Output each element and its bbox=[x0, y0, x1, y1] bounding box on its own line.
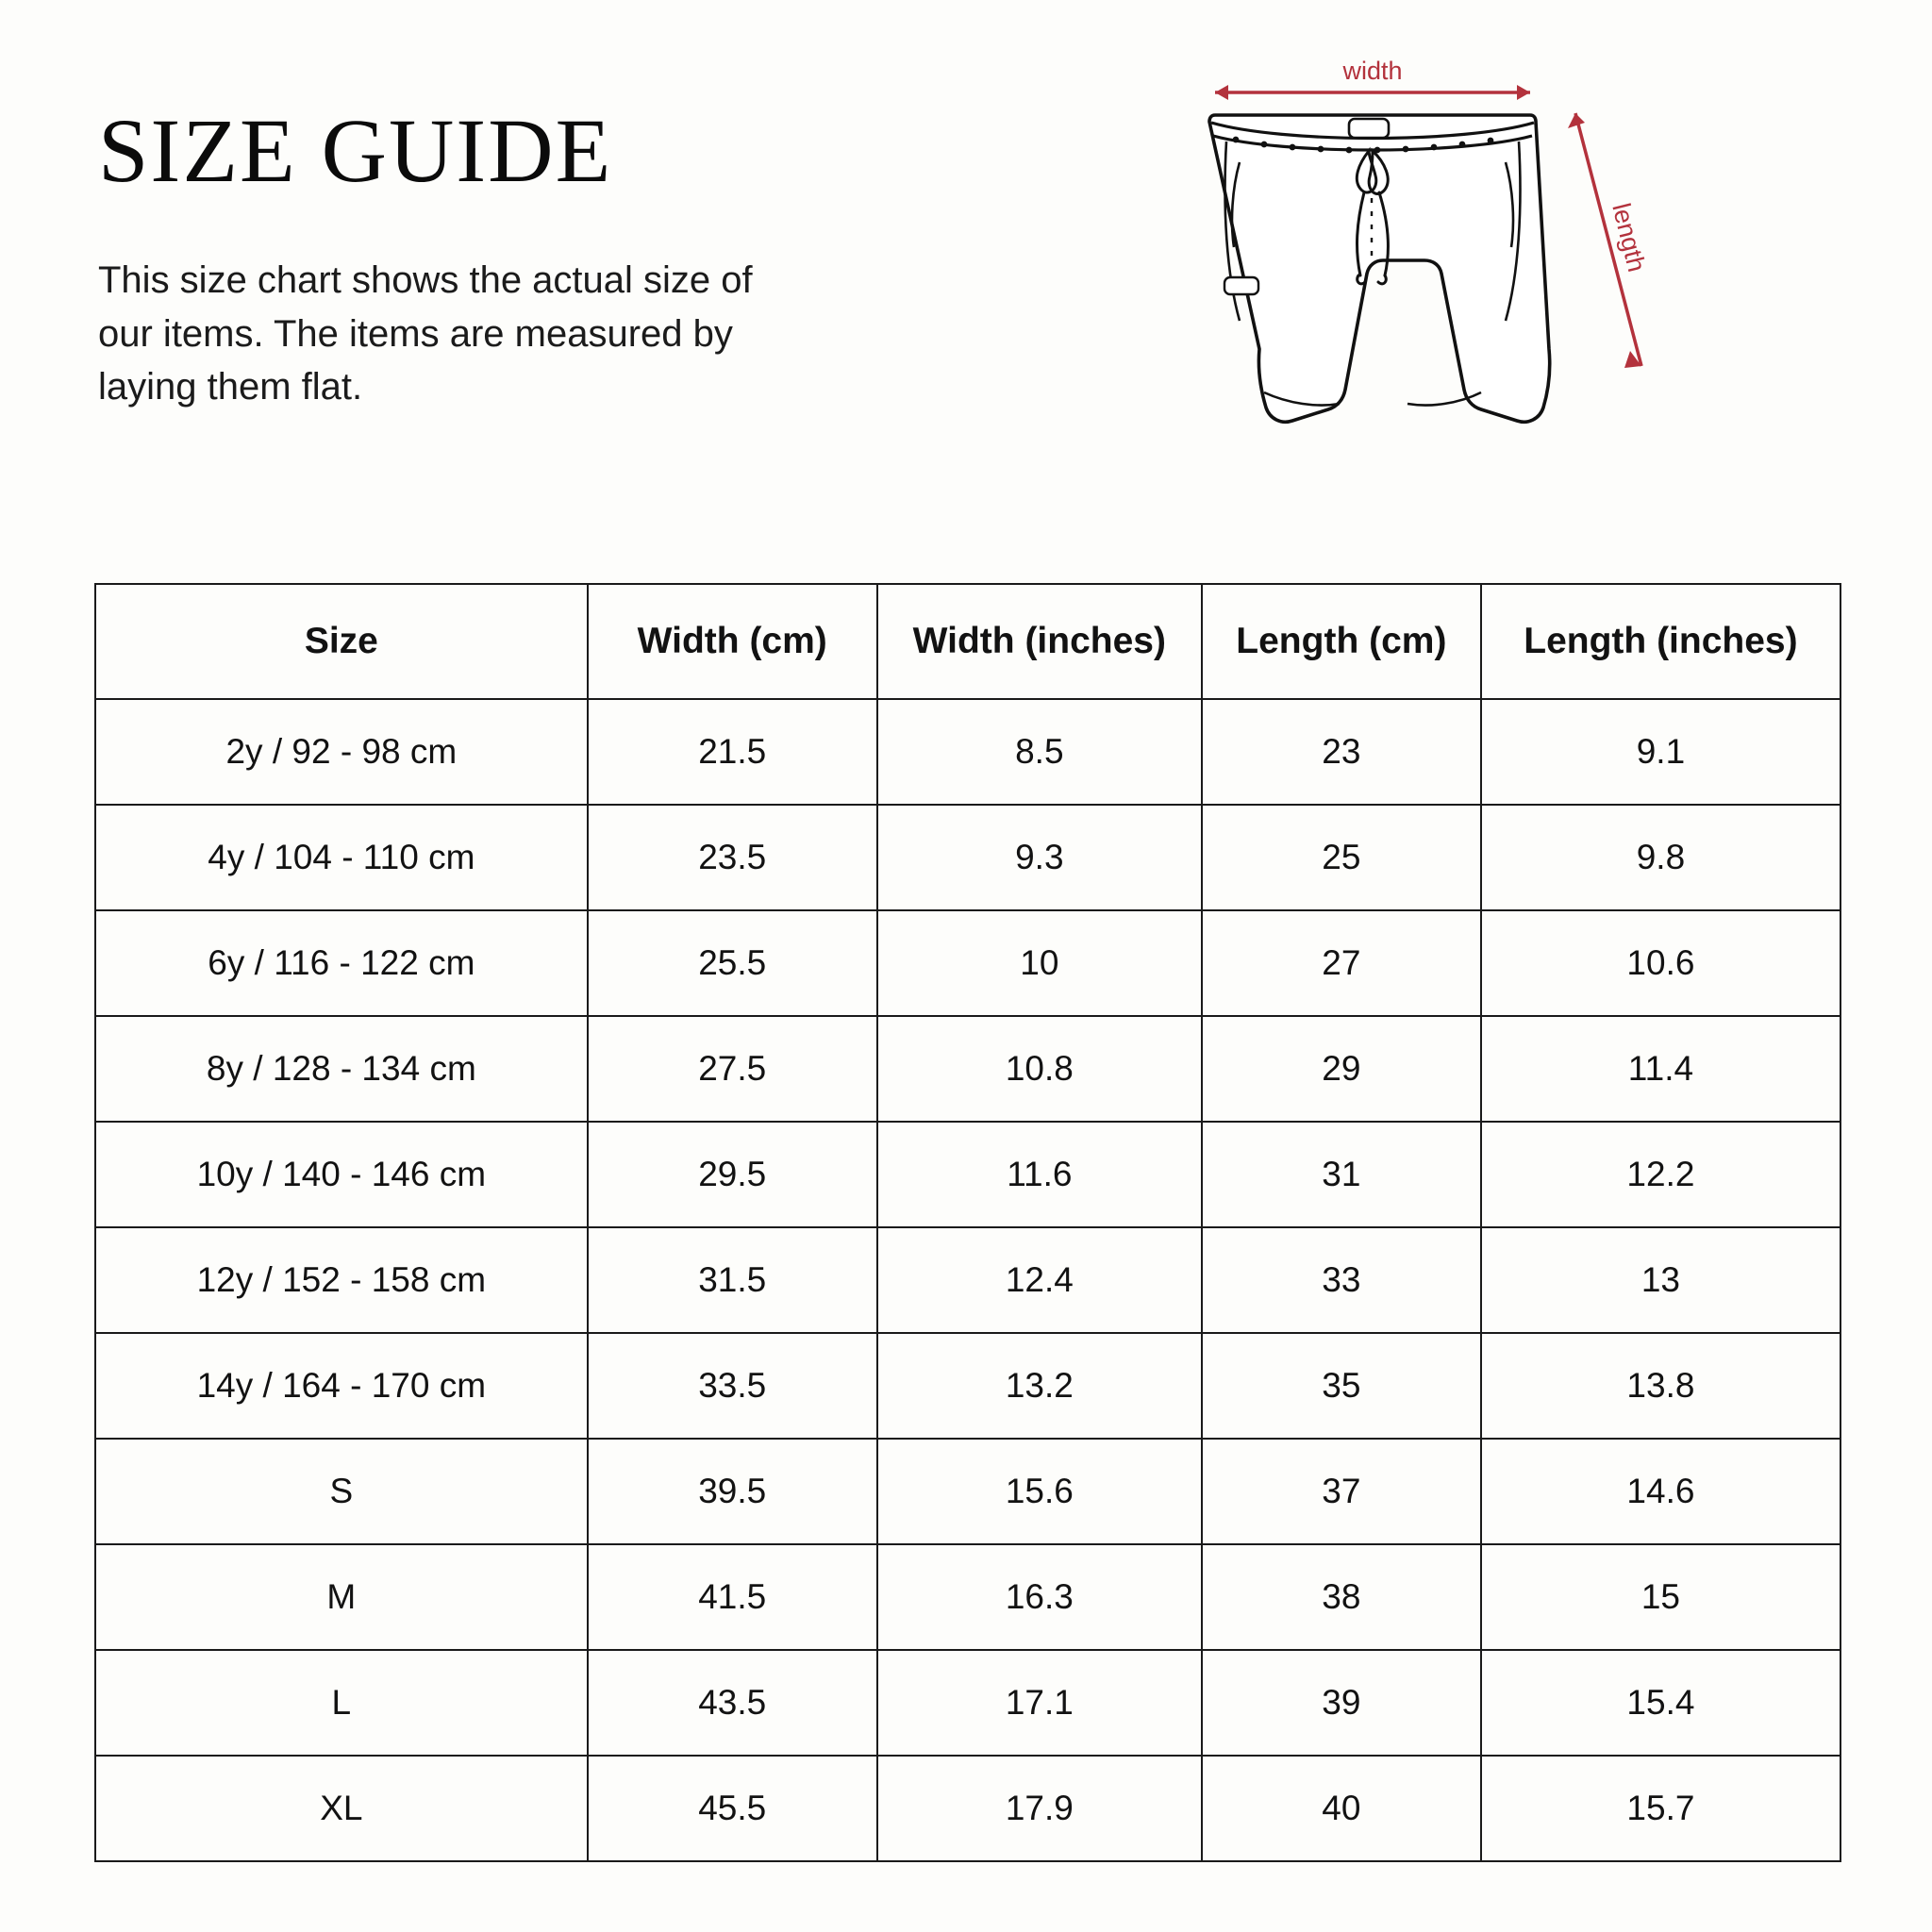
cell-length-inches: 11.4 bbox=[1481, 1016, 1840, 1122]
cell-length-cm: 37 bbox=[1202, 1439, 1481, 1544]
width-label-text: width bbox=[1342, 57, 1403, 85]
cell-size: XL bbox=[95, 1756, 588, 1861]
side-brand-label bbox=[1224, 277, 1258, 294]
cell-width-cm: 39.5 bbox=[588, 1439, 877, 1544]
width-dimension-arrow bbox=[1215, 85, 1530, 100]
cell-size: 6y / 116 - 122 cm bbox=[95, 910, 588, 1016]
cell-width-inches: 12.4 bbox=[877, 1227, 1202, 1333]
table-row bbox=[95, 1439, 1840, 1544]
cell-width-inches: 17.1 bbox=[877, 1650, 1202, 1756]
column-header-length-cm: Length (cm) bbox=[1202, 584, 1481, 699]
table-row bbox=[95, 699, 1840, 805]
table-row bbox=[95, 1333, 1840, 1439]
swim-shorts-illustration bbox=[1198, 38, 1736, 528]
waist-brand-tag bbox=[1349, 119, 1389, 138]
shorts-outline bbox=[1209, 115, 1550, 422]
cell-length-cm: 27 bbox=[1202, 910, 1481, 1016]
cell-length-inches: 15.4 bbox=[1481, 1650, 1840, 1756]
cell-length-cm: 29 bbox=[1202, 1016, 1481, 1122]
cell-size: L bbox=[95, 1650, 588, 1756]
size-table-container bbox=[94, 583, 1841, 1862]
table-row bbox=[95, 1122, 1840, 1227]
cell-length-inches: 9.1 bbox=[1481, 699, 1840, 805]
length-label-text: length bbox=[1607, 200, 1652, 275]
cell-width-inches: 10.8 bbox=[877, 1016, 1202, 1122]
column-header-width-cm: Width (cm) bbox=[588, 584, 877, 699]
cell-width-inches: 17.9 bbox=[877, 1756, 1202, 1861]
column-header-size: Size bbox=[95, 584, 588, 699]
intro-paragraph: This size chart shows the actual size of our items. The items are measured by laying them flat. bbox=[98, 258, 753, 408]
column-header-length-inches: Length (inches) bbox=[1481, 584, 1840, 699]
cell-length-cm: 31 bbox=[1202, 1122, 1481, 1227]
column-header-width-inches: Width (inches) bbox=[877, 584, 1202, 699]
cell-length-inches: 15.7 bbox=[1481, 1756, 1840, 1861]
cell-size: S bbox=[95, 1439, 588, 1544]
cell-length-inches: 13 bbox=[1481, 1227, 1840, 1333]
cell-width-inches: 8.5 bbox=[877, 699, 1202, 805]
header-block bbox=[98, 100, 872, 452]
cell-length-cm: 38 bbox=[1202, 1544, 1481, 1650]
cell-length-cm: 40 bbox=[1202, 1756, 1481, 1861]
page-title: SIZE GUIDE bbox=[98, 100, 613, 201]
cell-size: 8y / 128 - 134 cm bbox=[95, 1016, 588, 1122]
cell-width-cm: 45.5 bbox=[588, 1756, 877, 1861]
cell-length-cm: 33 bbox=[1202, 1227, 1481, 1333]
cell-length-inches: 14.6 bbox=[1481, 1439, 1840, 1544]
cell-size: M bbox=[95, 1544, 588, 1650]
cell-size: 10y / 140 - 146 cm bbox=[95, 1122, 588, 1227]
table-row bbox=[95, 1756, 1840, 1861]
cell-length-cm: 23 bbox=[1202, 699, 1481, 805]
cell-size: 14y / 164 - 170 cm bbox=[95, 1333, 588, 1439]
cell-length-cm: 25 bbox=[1202, 805, 1481, 910]
cell-length-inches: 12.2 bbox=[1481, 1122, 1840, 1227]
table-row bbox=[95, 1650, 1840, 1756]
table-row bbox=[95, 910, 1840, 1016]
cell-length-inches: 10.6 bbox=[1481, 910, 1840, 1016]
cell-length-inches: 9.8 bbox=[1481, 805, 1840, 910]
cell-width-cm: 27.5 bbox=[588, 1016, 877, 1122]
cell-width-inches: 16.3 bbox=[877, 1544, 1202, 1650]
cell-width-cm: 31.5 bbox=[588, 1227, 877, 1333]
cell-length-inches: 15 bbox=[1481, 1544, 1840, 1650]
cell-width-cm: 23.5 bbox=[588, 805, 877, 910]
cell-width-inches: 13.2 bbox=[877, 1333, 1202, 1439]
cell-width-inches: 9.3 bbox=[877, 805, 1202, 910]
table-row bbox=[95, 805, 1840, 910]
table-row bbox=[95, 1544, 1840, 1650]
table-row bbox=[95, 1227, 1840, 1333]
size-table bbox=[94, 583, 1841, 1862]
cell-size: 12y / 152 - 158 cm bbox=[95, 1227, 588, 1333]
cell-width-inches: 10 bbox=[877, 910, 1202, 1016]
cell-width-cm: 33.5 bbox=[588, 1333, 877, 1439]
table-header-row bbox=[95, 584, 1840, 699]
cell-width-cm: 43.5 bbox=[588, 1650, 877, 1756]
table-row bbox=[95, 1016, 1840, 1122]
cell-size: 2y / 92 - 98 cm bbox=[95, 699, 588, 805]
cell-width-inches: 11.6 bbox=[877, 1122, 1202, 1227]
cell-size: 4y / 104 - 110 cm bbox=[95, 805, 588, 910]
cell-length-cm: 39 bbox=[1202, 1650, 1481, 1756]
cell-width-inches: 15.6 bbox=[877, 1439, 1202, 1544]
cell-width-cm: 41.5 bbox=[588, 1544, 877, 1650]
cell-width-cm: 21.5 bbox=[588, 699, 877, 805]
cell-length-cm: 35 bbox=[1202, 1333, 1481, 1439]
cell-width-cm: 29.5 bbox=[588, 1122, 877, 1227]
cell-width-cm: 25.5 bbox=[588, 910, 877, 1016]
cell-length-inches: 13.8 bbox=[1481, 1333, 1840, 1439]
